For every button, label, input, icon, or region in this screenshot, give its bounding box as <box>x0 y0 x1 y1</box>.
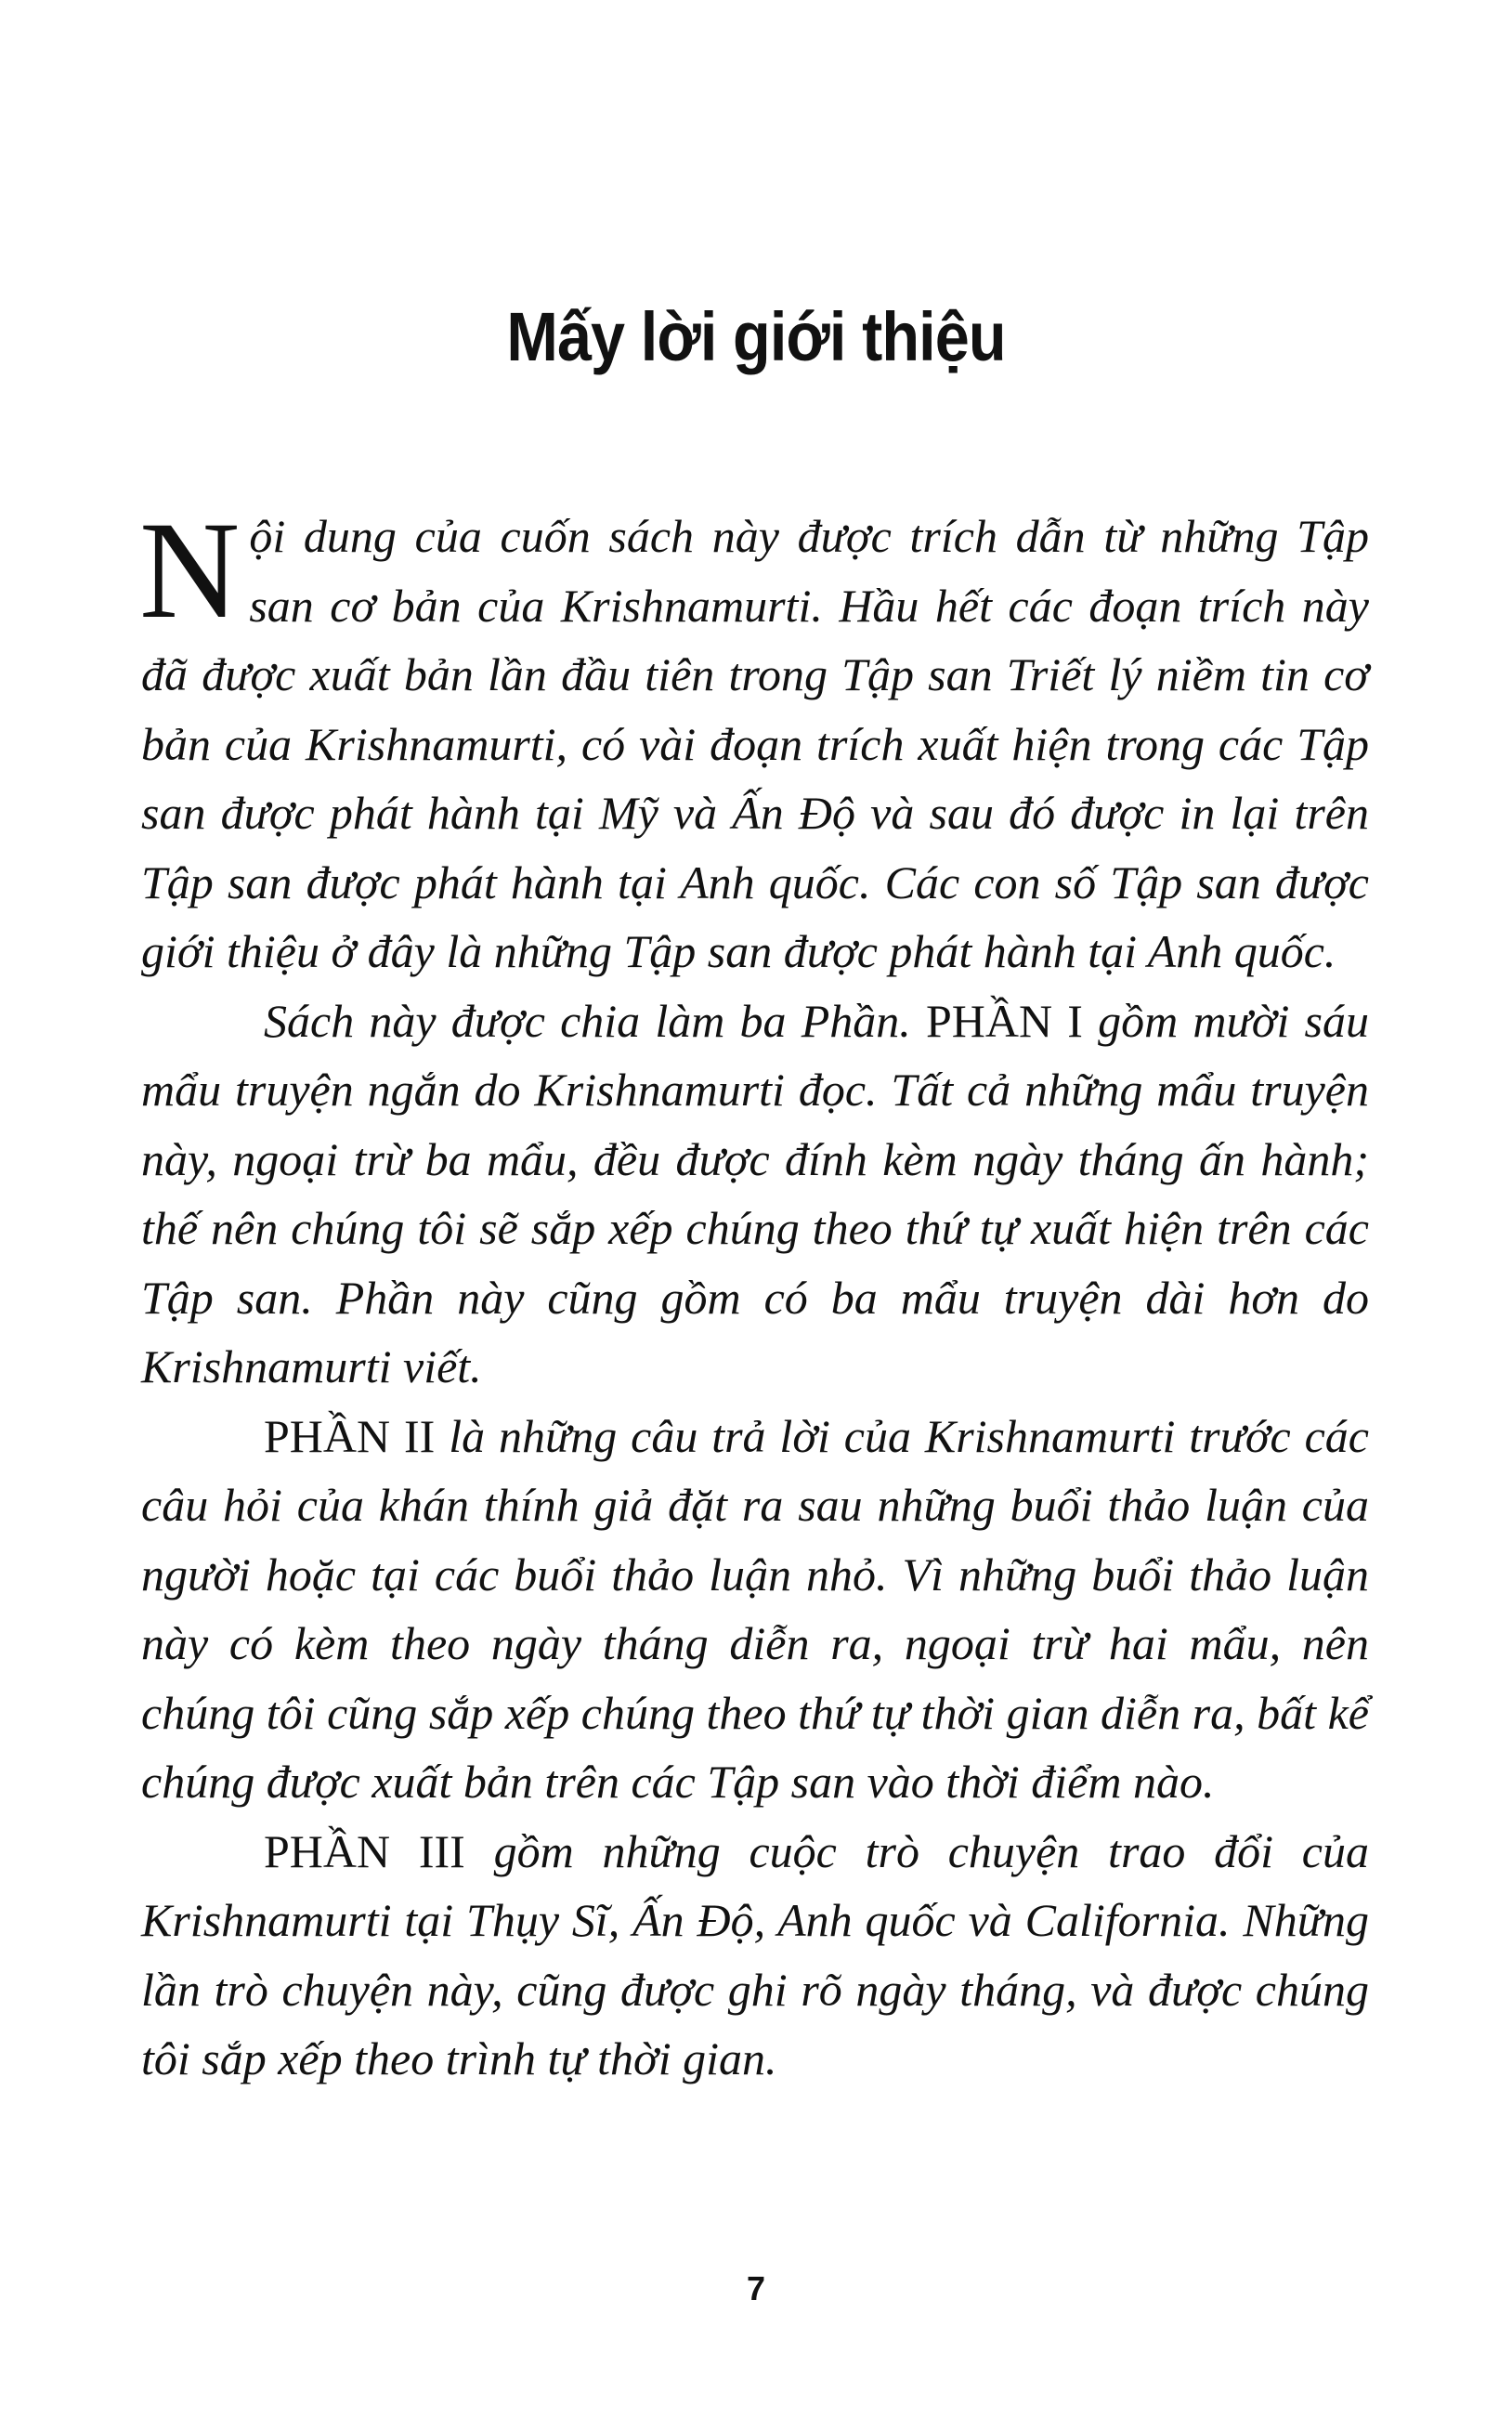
paragraph-2-text: gồm mười sáu mẩu truyện ngắn do Krishnamurti đọc. Tất cả những mẩu truyện này, ngoại trừ ba mẩu, đều được đính kèm ngày tháng ấn hành; thế nên chúng tôi sẽ sắp xếp chúng theo thứ tự xuất hiện trên các Tập san. Phần này cũng gồm có ba mẩu truyện dài hơn do Krishnamurti viết. <box>141 994 1369 1392</box>
paragraph-3-text: là những câu trả lời của Krishnamurti trước các câu hỏi của khán thính giả đặt ra sau những buổi thảo luận của người hoặc tại các buổi thảo luận nhỏ. Vì những buổi thảo luận này có kèm theo ngày tháng diễn ra, ngoại trừ hai mẩu, nên chúng tôi cũng sắp xếp chúng theo thứ tự thời gian diễn ra, bất kể chúng được xuất bản trên các Tập san vào thời điểm nào. <box>141 1409 1369 1808</box>
part-2-label: PHẦN II <box>264 1409 436 1462</box>
paragraph-3 <box>141 1402 1369 1817</box>
page-number: 7 <box>746 2269 766 2307</box>
body-text <box>139 493 1369 2094</box>
page-title: Mấy lời giới thiệu <box>506 298 1006 375</box>
part-1-label: PHẦN I <box>925 994 1083 1047</box>
paragraph-2-lead: Sách này được chia làm ba Phần. <box>264 994 926 1047</box>
paragraph-1 <box>139 493 1369 986</box>
paragraph-2 <box>141 986 1369 1402</box>
drop-cap-letter: N <box>139 493 241 647</box>
paragraph-4-text: gồm những cuộc trò chuyện trao đổi của Krishnamurti tại Thụy Sĩ, Ấn Độ, Anh quốc và California. Những lần trò chuyện này, cũng được ghi rõ ngày tháng, và được chúng tôi sắp xếp theo trình tự thời gian. <box>141 1824 1369 2084</box>
paragraph-4 <box>141 1817 1369 2094</box>
part-3-label: PHẦN III <box>264 1824 465 1877</box>
paragraph-1-text: ội dung của cuốn sách này được trích dẫn từ những Tập san cơ bản của Krishnamurti. Hầu hết các đoạn trích này đã được xuất bản lần đầu tiên trong Tập san Triết lý niềm tin cơ bản của Krishnamurti, có vài đoạn trích xuất hiện trong các Tập san được phát hành tại Mỹ và Ấn Độ và sau đó được in lại trên Tập san được phát hành tại Anh quốc. Các con số Tập san được giới thiệu ở đây là những Tập san được phát hành tại Anh quốc. <box>141 510 1369 977</box>
